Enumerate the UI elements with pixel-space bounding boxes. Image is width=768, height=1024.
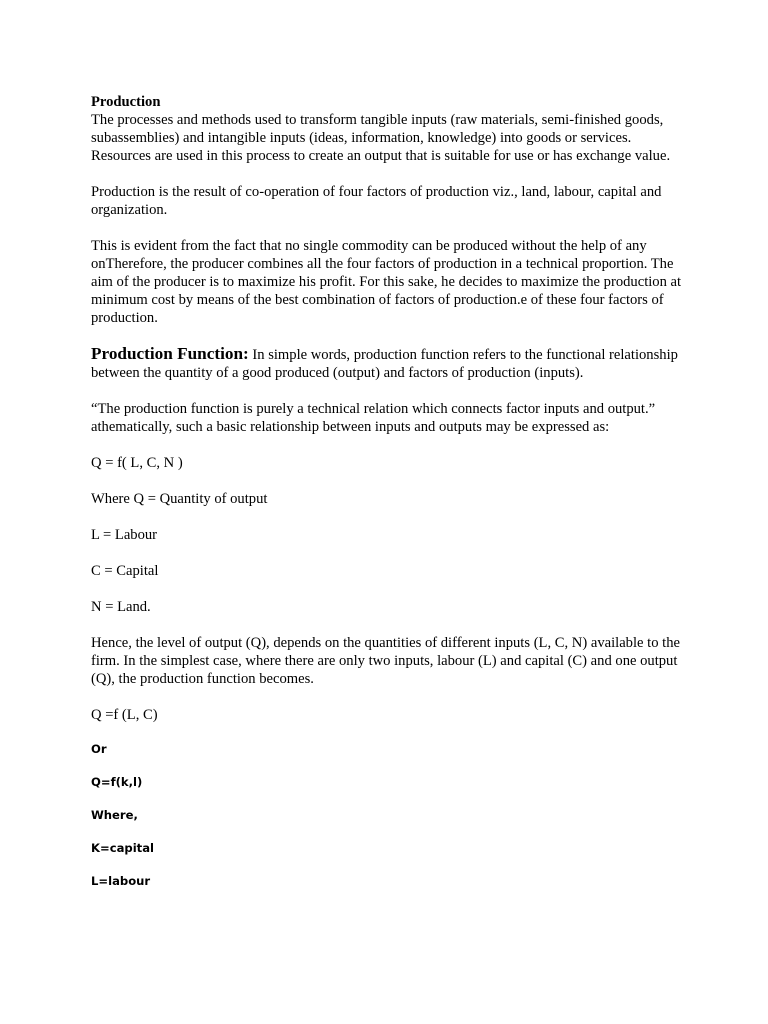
where-q-definition: Where Q = Quantity of output	[91, 491, 268, 507]
equation-q-f-l-c: Q =f (L, C)	[91, 707, 158, 723]
n-definition: N = Land.	[91, 599, 151, 615]
or-label: Or	[91, 742, 107, 756]
evidence-paragraph: This is evident from the fact that no single commodity can be produced without the help of any onTherefore, the producer combines all the four factors of production in a technical proportion. The aim of the producer is to maximize his profit. For this sake, he decides to maximize the production at minimum cost by means of the best combination of factors of production.e of these four factors of production.	[91, 238, 682, 326]
document-body	[91, 93, 683, 907]
equation-qfl-c-n: Q = f( L, C, N )	[91, 455, 183, 471]
hence-paragraph: Hence, the level of output (Q), depends on the quantities of different inputs (L, C, N) available to the firm. In the simplest case, where there are only two inputs, labour (L) and capital (C) and one output (Q), the production function becomes.	[91, 635, 680, 687]
equation-q-f-k-l: Q=f(k,l)	[91, 775, 143, 789]
production-function-intro: In simple words, production function refers to the functional relationship between the quantity of a good produced (output) and factors of production (inputs).	[91, 347, 678, 381]
k-definition: K=capital	[91, 841, 155, 855]
where-label: Where,	[91, 808, 138, 822]
production-heading: Production	[91, 94, 161, 110]
factors-paragraph: Production is the result of co-operation of four factors of production viz., land, labour, capital and organization.	[91, 184, 662, 218]
c-definition: C = Capital	[91, 563, 159, 579]
l-labour-definition: L=labour	[91, 874, 151, 888]
production-function-heading: Production Function:	[91, 344, 249, 363]
l-definition: L = Labour	[91, 527, 158, 543]
quote-paragraph: “The production function is purely a technical relation which connects factor inputs and output.” athematically, such a basic relationship between inputs and outputs may be expressed as:	[91, 401, 656, 435]
production-function-section	[91, 345, 683, 382]
production-definition: The processes and methods used to transform tangible inputs (raw materials, semi-finished goods, subassemblies) and intangible inputs (ideas, information, knowledge) into goods or services. Resources are used in this process to create an output that is suitable for use or has exchange value.	[91, 112, 671, 164]
production-section	[91, 93, 683, 165]
